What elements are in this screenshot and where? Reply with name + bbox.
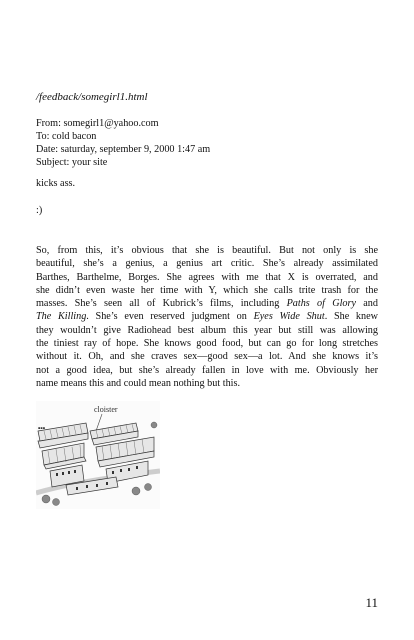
- paragraph-line: they wouldn’t give Radiohead best album this year but still was allowing: [36, 324, 378, 336]
- paragraph-line: masses. She’s seen all of Kubrick’s films, including Paths of Glory and: [36, 298, 378, 310]
- email-body-smiley: :): [36, 205, 43, 216]
- cloister-map-illustration: [36, 401, 160, 509]
- email-header: [36, 117, 210, 169]
- paragraph-line: The Killing. She’s even reserved judgment on Eyes Wide Shut. She knew: [36, 311, 378, 323]
- email-to: To: cold bacon: [36, 131, 97, 142]
- paragraph-line: Barthes, Barthelme, Borges. She agrees with me that X is overrated, and: [36, 271, 378, 283]
- cloister-map-figure: [36, 401, 160, 509]
- figure-label: cloister: [94, 405, 118, 414]
- paragraph-line: beautiful, she’s a genius, a genius art critic. She’s already assimilated: [36, 258, 378, 270]
- page-number: 11: [365, 595, 378, 610]
- paragraph-line: name means this and could mean nothing but this.: [36, 377, 240, 389]
- svg-text:▪▪▪: ▪▪▪: [38, 426, 46, 430]
- body-paragraph: [36, 244, 378, 390]
- paragraph-line: she didn’t even waste her time with Y, which she calls trite trash for the: [36, 284, 378, 296]
- page-heading: /feedback/somegirl1.html: [36, 91, 148, 103]
- paragraph-line: without it. Oh, and she craves sex—good sex—a lot. And she knows it’s: [36, 351, 378, 363]
- email-from: From: somegirl1@yahoo.com: [36, 118, 159, 129]
- email-subject: Subject: your site: [36, 157, 108, 168]
- paragraph-line: the tiniest ray of hope. She knows good food, but can go for long stretches: [36, 338, 378, 350]
- paragraph-line: So, from this, it’s obvious that she is beautiful. But not only is she: [36, 245, 378, 256]
- email-body-line: kicks ass.: [36, 178, 76, 189]
- email-date: Date: saturday, september 9, 2000 1:47 am: [36, 144, 211, 155]
- paragraph-line: not a good idea, but she’s already fallen in love with me. Obviously her: [36, 364, 378, 376]
